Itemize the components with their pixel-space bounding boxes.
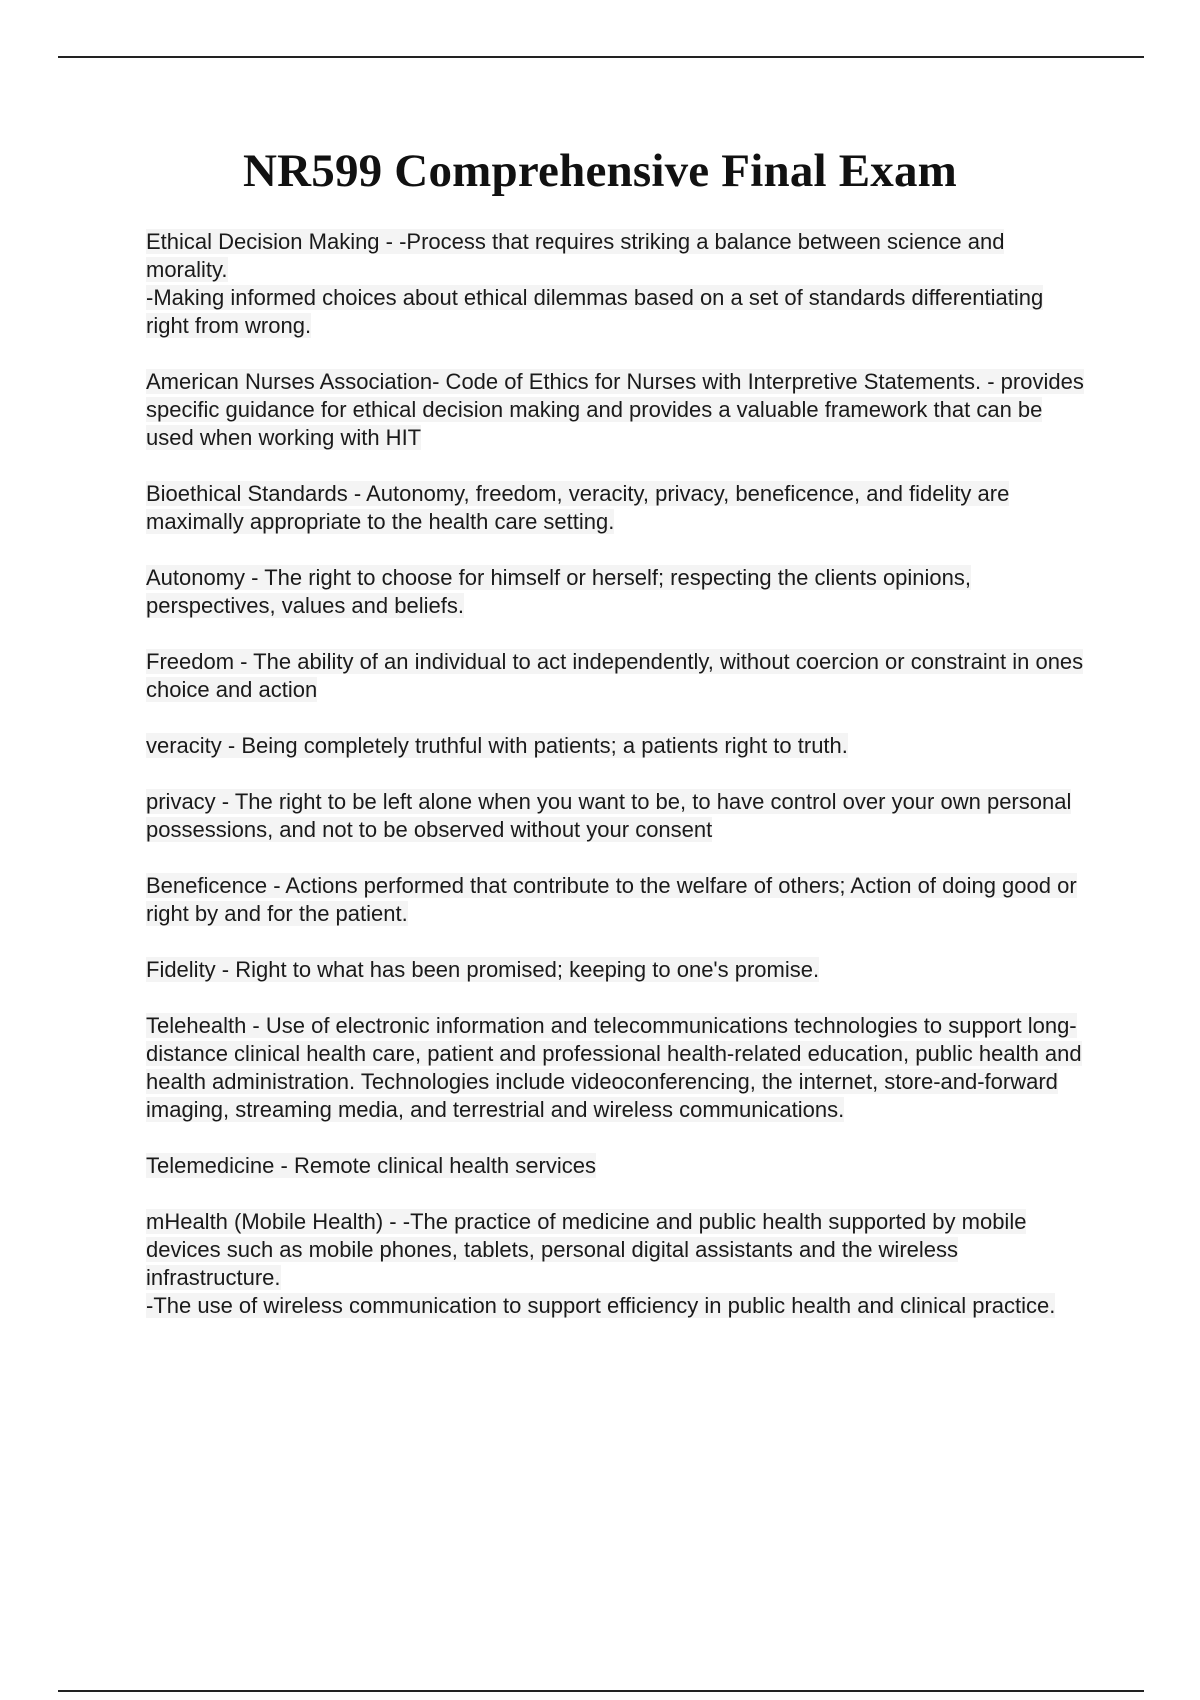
entry-ana-code-of-ethics [146,368,1086,452]
entry-autonomy [146,564,1086,620]
entry-text: -The use of wireless communication to support efficiency in public health and clinical practice. [146,1293,1056,1318]
entry-paragraph [146,872,1086,928]
entry-paragraph [146,368,1086,452]
entry-ethical-decision-making [146,228,1086,340]
entry-telemedicine [146,1152,1086,1180]
entry-beneficence [146,872,1086,928]
entry-text: veracity - Being completely truthful with patients; a patients right to truth. [146,733,848,758]
entry-freedom [146,648,1086,704]
entry-paragraph [146,956,1086,984]
entry-text: Bioethical Standards - Autonomy, freedom, veracity, privacy, beneficence, and fidelity are maximally appropriate to the health care setting. [146,481,1010,534]
entry-paragraph [146,1292,1086,1320]
entry-paragraph [146,564,1086,620]
entry-text: American Nurses Association- Code of Ethics for Nurses with Interpretive Statements. - provides specific guidance for ethical decision making and provides a valuable framework that can be used when working with HIT [146,369,1084,450]
entry-paragraph [146,284,1086,340]
entry-privacy [146,788,1086,844]
entry-fidelity [146,956,1086,984]
entry-paragraph [146,1152,1086,1180]
entry-telehealth [146,1012,1086,1124]
entry-paragraph [146,1208,1086,1292]
page-title: NR599 Comprehensive Final Exam [242,145,958,197]
entry-text: -Making informed choices about ethical dilemmas based on a set of standards differentiating right from wrong. [146,285,1044,338]
entry-text: Beneficence - Actions performed that contribute to the welfare of others; Action of doing good or right by and for the patient. [146,873,1077,926]
entry-paragraph [146,788,1086,844]
top-divider [58,56,1144,58]
entry-paragraph [146,648,1086,704]
document-body [146,228,1086,1348]
entry-text: privacy - The right to be left alone when you want to be, to have control over your own personal possessions, and not to be observed without your consent [146,789,1072,842]
entry-text: mHealth (Mobile Health) - -The practice of medicine and public health supported by mobile devices such as mobile phones, tablets, personal digital assistants and the wireless infrastructure. [146,1209,1027,1290]
bottom-divider [58,1690,1144,1692]
entry-text: Fidelity - Right to what has been promised; keeping to one's promise. [146,957,820,982]
entry-paragraph [146,732,1086,760]
entry-paragraph [146,228,1086,284]
entry-veracity [146,732,1086,760]
entry-text: Telemedicine - Remote clinical health services [146,1153,596,1178]
entry-mhealth [146,1208,1086,1320]
entry-text: Telehealth - Use of electronic information and telecommunications technologies to support long-distance clinical health care, patient and professional health-related education, public health and health administration. Technologies include videoconferencing, the internet, store-and-forward imaging, streaming media, and terrestrial and wireless communications. [146,1013,1082,1122]
entry-text: Autonomy - The right to choose for himself or herself; respecting the clients opinions, perspectives, values and beliefs. [146,565,972,618]
entry-text: Freedom - The ability of an individual to act independently, without coercion or constraint in ones choice and action [146,649,1084,702]
entry-paragraph [146,1012,1086,1124]
entry-text: Ethical Decision Making - -Process that requires striking a balance between science and morality. [146,229,1005,282]
entry-paragraph [146,480,1086,536]
entry-bioethical-standards [146,480,1086,536]
